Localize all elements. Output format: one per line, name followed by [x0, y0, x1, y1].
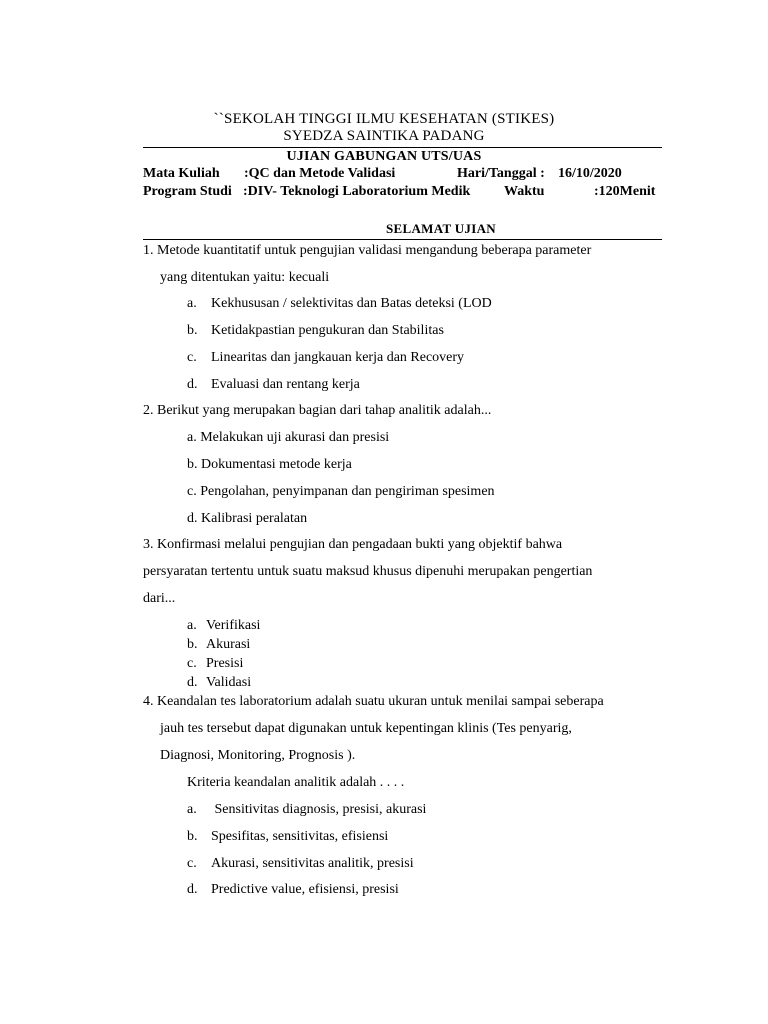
- option-text: Presisi: [206, 656, 244, 671]
- question-2-option-c: c. Pengolahan, penyimpanan dan pengiriman spesimen: [187, 484, 495, 499]
- greeting: SELAMAT UJIAN: [386, 221, 496, 236]
- question-2-option-a: a. Melakukan uji akurasi dan presisi: [187, 430, 390, 445]
- question-3-line-3: dari...: [143, 591, 176, 606]
- question-4-option-b: [187, 829, 388, 845]
- option-text: Validasi: [206, 675, 252, 690]
- school-location: SYEDZA SAINTIKA PADANG: [283, 128, 485, 144]
- greeting-divider: [143, 239, 662, 240]
- option-letter: d.: [187, 675, 198, 690]
- course-value: :QC dan Metode Validasi: [244, 166, 396, 181]
- question-3-line-2: persyaratan tertentu untuk suatu maksud khusus dipenuhi merupakan pengertian: [143, 564, 593, 579]
- question-4-option-d: [187, 882, 399, 898]
- option-letter: c.: [187, 856, 197, 871]
- option-text: Kekhususan / selektivitas dan Batas deteksi (LOD: [211, 296, 492, 311]
- question-1-line-1: 1. Metode kuantitatif untuk pengujian validasi mengandung beberapa parameter: [143, 243, 592, 258]
- question-3-option-c: [187, 656, 243, 672]
- option-letter: a.: [187, 296, 197, 311]
- question-2-option-d: d. Kalibrasi peralatan: [187, 511, 308, 526]
- option-letter: b.: [187, 637, 198, 652]
- question-2-option-b: b. Dokumentasi metode kerja: [187, 457, 352, 472]
- question-3-option-a: [187, 618, 260, 634]
- option-text: Spesifitas, sensitivitas, efisiensi: [211, 829, 389, 844]
- question-3-line-1: 3. Konfirmasi melalui pengujian dan pengadaan bukti yang objektif bahwa: [143, 537, 563, 552]
- program-value: :DIV- Teknologi Laboratorium Medik: [243, 184, 471, 199]
- option-letter: d.: [187, 377, 198, 392]
- option-letter: d.: [187, 882, 198, 897]
- date-label: Hari/Tanggal :: [457, 166, 545, 181]
- option-text: Predictive value, efisiensi, presisi: [211, 882, 399, 897]
- option-text: Ketidakpastian pengukuran dan Stabilitas: [211, 323, 444, 338]
- date-value: 16/10/2020: [558, 166, 622, 181]
- time-label: Waktu: [504, 184, 545, 199]
- question-1-option-d: [187, 377, 360, 393]
- question-1-option-a: [187, 296, 492, 312]
- option-letter: b.: [187, 323, 198, 338]
- option-text: Linearitas dan jangkauan kerja dan Recovery: [211, 350, 465, 365]
- question-3-option-b: [187, 637, 250, 653]
- option-text: Sensitivitas diagnosis, presisi, akurasi: [211, 802, 427, 817]
- question-4-option-c: [187, 856, 414, 872]
- question-1-line-2: yang ditentukan yaitu: kecuali: [160, 270, 330, 285]
- exam-title: UJIAN GABUNGAN UTS/UAS: [286, 149, 482, 164]
- question-4-line-3: Diagnosi, Monitoring, Prognosis ).: [160, 748, 356, 763]
- time-value: :120Menit: [594, 184, 656, 199]
- option-letter: c.: [187, 350, 197, 365]
- option-text: Evaluasi dan rentang kerja: [211, 377, 360, 392]
- question-4-line-2: jauh tes tersebut dapat digunakan untuk kepentingan klinis (Tes penyarig,: [160, 721, 572, 736]
- option-letter: c.: [187, 656, 197, 671]
- program-label: Program Studi: [143, 184, 232, 199]
- question-1-option-b: [187, 323, 444, 339]
- question-4-option-a: [187, 802, 426, 818]
- course-label: Mata Kuliah: [143, 166, 220, 181]
- option-letter: a.: [187, 802, 197, 817]
- option-letter: a.: [187, 618, 197, 633]
- question-2-line-1: 2. Berikut yang merupakan bagian dari tahap analitik adalah...: [143, 403, 492, 418]
- header-divider: [143, 147, 662, 148]
- option-text: Akurasi: [206, 637, 251, 652]
- option-text: Akurasi, sensitivitas analitik, presisi: [211, 856, 414, 871]
- option-letter: b.: [187, 829, 198, 844]
- school-name: ``SEKOLAH TINGGI ILMU KESEHATAN (STIKES): [213, 111, 555, 127]
- question-4-line-1: 4. Keandalan tes laboratorium adalah suatu ukuran untuk menilai sampai seberapa: [143, 694, 604, 709]
- question-4-line-4: Kriteria keandalan analitik adalah . . . .: [187, 775, 405, 790]
- option-text: Verifikasi: [206, 618, 261, 633]
- question-3-option-d: [187, 675, 251, 691]
- question-1-option-c: [187, 350, 464, 366]
